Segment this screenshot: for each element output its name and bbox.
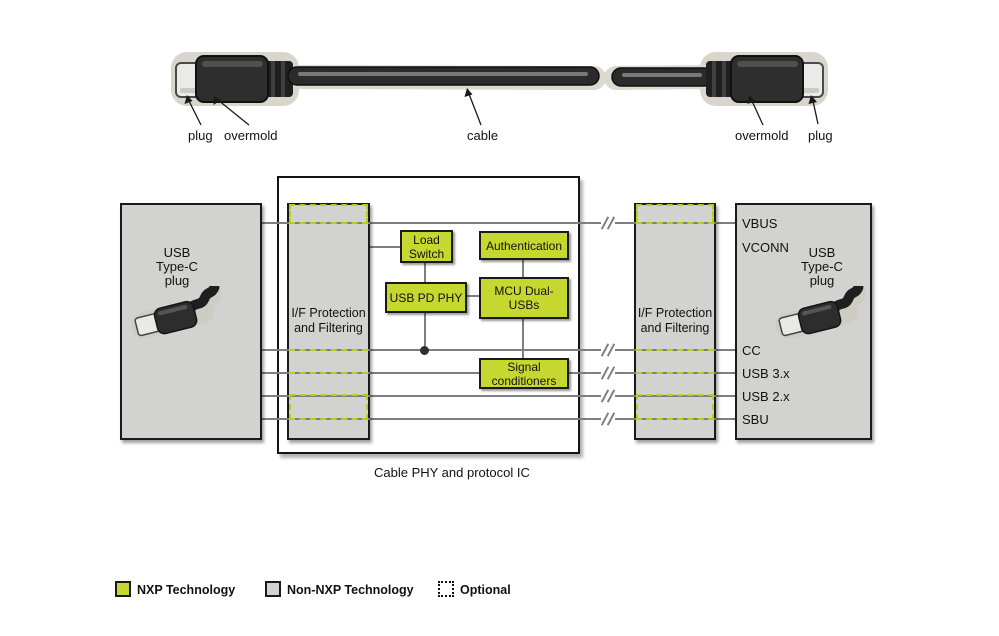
label-overmold-left: overmold: [224, 128, 278, 143]
signal-conditioners-label-2: conditioners: [491, 373, 557, 388]
line-break-mark-cc: [601, 343, 615, 357]
mcu-to-conditioners-connector: [522, 317, 524, 359]
right-optional-cc-filter: [636, 349, 714, 351]
right-signal-vbus: VBUS: [742, 216, 778, 231]
right-signal-vconn: VCONN: [742, 240, 789, 255]
vconn-line: [368, 246, 402, 248]
pdphy-to-cc-connector: [424, 311, 426, 350]
right-optional-usb3-filter: [636, 372, 714, 374]
loadswitch-to-pdphy-connector: [424, 262, 426, 283]
left-usbc-plug-icon: [128, 286, 228, 344]
cable-graphic: [288, 67, 713, 86]
cable-illustration: [0, 0, 999, 160]
load-switch-label-1: Load: [413, 232, 440, 247]
left-optional-vbus-filter: [289, 204, 368, 224]
legend-nxp-swatch: [115, 581, 131, 597]
usb-pd-phy-block: [385, 282, 467, 313]
legend-nxp-label: NXP Technology: [137, 583, 236, 597]
line-break-mark-sbu: [601, 412, 615, 426]
mcu-dual-usbs-block: [479, 277, 569, 319]
right-signal-sbu: SBU: [742, 412, 769, 427]
left-optional-cc-filter: [289, 349, 368, 351]
right-plug-graphic: [706, 56, 823, 102]
legend-optional-swatch: [438, 581, 454, 597]
signal-conditioners-block: [479, 358, 569, 389]
left-if-label-1: I/F Protection: [291, 306, 366, 320]
right-if-label-1: I/F Protection: [637, 306, 713, 320]
authentication-label: Authentication: [485, 238, 563, 253]
left-optional-usb2-sbu-filter: [289, 394, 368, 420]
legend-non-nxp-swatch: [265, 581, 281, 597]
label-overmold-right: overmold: [735, 128, 789, 143]
legend-optional-label: Optional: [460, 583, 511, 597]
cc-junction-dot: [420, 346, 429, 355]
legend-non-nxp-label: Non-NXP Technology: [287, 583, 414, 597]
line-break-mark-vbus: [601, 216, 615, 230]
label-plug-right: plug: [808, 128, 833, 143]
left-plug-title-1: USB: [163, 245, 191, 260]
left-if-label-2: and Filtering: [294, 321, 363, 335]
line-break-mark-usb3: [601, 366, 615, 380]
right-optional-usb2-sbu-filter: [636, 394, 714, 420]
authentication-block: [479, 231, 569, 260]
right-usbc-plug-icon: [772, 286, 872, 344]
mcu-dual-usbs-label-1: MCU Dual-: [494, 284, 554, 298]
left-plug-title-2: Type-C: [156, 259, 198, 274]
auth-to-mcu-connector: [522, 258, 524, 278]
right-signal-usb2: USB 2.x: [742, 389, 790, 404]
cable-phy-ic-caption: Cable PHY and protocol IC: [374, 465, 530, 480]
label-cable: cable: [467, 128, 499, 143]
load-switch-block: [400, 230, 453, 263]
right-if-label-2: and Filtering: [640, 321, 710, 335]
line-break-mark-usb2: [601, 389, 615, 403]
right-plug-title-3: plug: [809, 273, 835, 288]
right-optional-vbus-filter: [636, 204, 714, 224]
signal-conditioners-label-1: Signal: [507, 359, 541, 374]
right-plug-title-1: USB: [808, 245, 836, 260]
left-optional-usb3-filter: [289, 372, 368, 374]
right-signal-usb3: USB 3.x: [742, 366, 790, 381]
usb-pd-phy-label: USB PD PHY: [389, 290, 463, 305]
left-plug-title-3: plug: [164, 273, 190, 288]
right-plug-title-2: Type-C: [801, 259, 843, 274]
left-plug-graphic: [176, 56, 293, 102]
mcu-dual-usbs-label-2: USBs: [508, 298, 540, 312]
label-plug-left: plug: [188, 128, 213, 143]
right-signal-cc: CC: [742, 343, 761, 358]
load-switch-label-2: Switch: [408, 246, 445, 261]
